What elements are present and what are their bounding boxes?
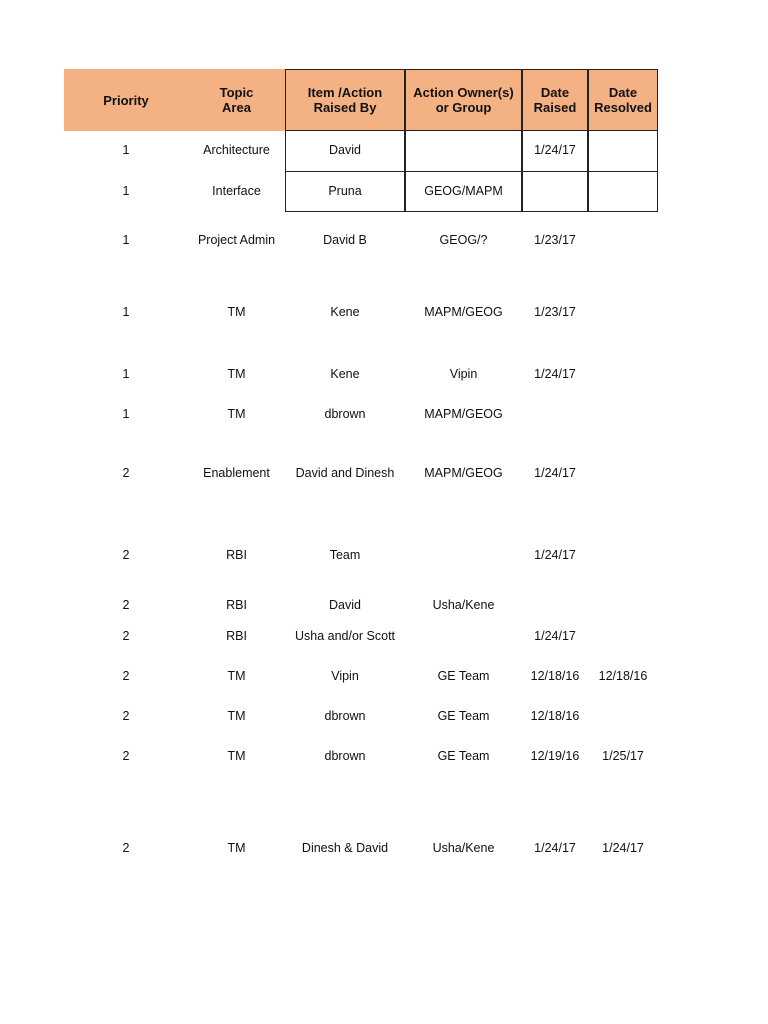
cell-priority: 1	[122, 233, 130, 247]
cell-topic: Architecture	[203, 143, 270, 157]
cell-priority: 2	[122, 709, 130, 723]
cell-topic: TM	[227, 669, 246, 683]
cell-owner	[405, 548, 522, 568]
cell-item: David B	[323, 233, 367, 247]
cell-date-raised: 1/23/17	[534, 233, 576, 247]
table-row	[64, 131, 658, 172]
cell-date-resolved	[588, 233, 658, 253]
table-row	[64, 305, 658, 325]
table-row	[64, 841, 658, 861]
table-row	[64, 749, 658, 769]
cell-date-raised: 12/18/16	[530, 669, 580, 683]
cell-owner: GE Team	[437, 669, 490, 683]
table-row	[64, 407, 658, 427]
cell-owner: MAPM/GEOG	[424, 407, 503, 421]
cell-item: David and Dinesh	[295, 466, 395, 480]
cell-date-resolved	[588, 709, 658, 729]
table-row	[64, 669, 658, 689]
cell-item: Team	[329, 548, 361, 562]
cell-date-resolved	[588, 407, 658, 427]
cell-topic: TM	[227, 305, 246, 319]
cell-owner	[405, 629, 522, 649]
header-item-raised-by: Item /Action Raised By	[285, 69, 405, 131]
cell-date-raised: 1/24/17	[534, 548, 576, 562]
cell-date-raised: 1/23/17	[534, 305, 576, 319]
cell-topic: Interface	[212, 184, 261, 198]
table-row	[64, 598, 658, 618]
cell-topic: RBI	[226, 598, 247, 612]
table-row	[64, 233, 658, 253]
header-action-owner: Action Owner(s) or Group	[405, 69, 522, 131]
cell-date-raised: 12/19/16	[530, 749, 580, 763]
action-items-table	[64, 69, 658, 855]
cell-item: Vipin	[331, 669, 359, 683]
cell-topic: TM	[227, 367, 246, 381]
table-header-row	[64, 69, 658, 131]
cell-owner: GEOG/?	[439, 233, 488, 247]
cell-item: dbrown	[324, 709, 366, 723]
cell-item: Usha and/or Scott	[294, 629, 396, 643]
cell-item: David	[329, 598, 361, 612]
cell-date-resolved	[588, 172, 658, 212]
cell-date-resolved	[588, 548, 658, 568]
cell-date-raised	[522, 172, 588, 212]
cell-date-raised	[522, 407, 588, 427]
cell-date-raised	[522, 598, 588, 618]
cell-date-resolved	[588, 131, 658, 172]
cell-topic: TM	[227, 709, 246, 723]
cell-owner: Usha/Kene	[432, 841, 495, 855]
cell-owner: GE Team	[437, 749, 490, 763]
header-topic-area: Topic Area	[219, 85, 254, 115]
cell-item: Dinesh & David	[301, 841, 389, 855]
cell-date-raised: 1/24/17	[534, 629, 576, 643]
cell-item: Kene	[330, 367, 360, 381]
cell-owner: Vipin	[449, 367, 478, 381]
cell-priority: 2	[122, 669, 130, 683]
cell-owner: GEOG/MAPM	[405, 172, 522, 212]
table-row	[64, 709, 658, 729]
cell-priority: 1	[122, 407, 130, 421]
cell-date-resolved: 1/24/17	[602, 841, 644, 855]
cell-topic: RBI	[226, 629, 247, 643]
cell-item: David	[285, 131, 405, 172]
cell-topic: Enablement	[203, 466, 270, 480]
cell-date-raised: 1/24/17	[534, 466, 576, 480]
cell-owner: MAPM/GEOG	[424, 466, 503, 480]
table-row	[64, 466, 658, 486]
header-date-raised: Date Raised	[522, 69, 588, 131]
table-row	[64, 548, 658, 568]
cell-owner: Usha/Kene	[432, 598, 495, 612]
cell-item: Kene	[330, 305, 360, 319]
header-date-resolved: Date Resolved	[588, 69, 658, 131]
cell-date-raised: 1/24/17	[534, 841, 576, 855]
cell-topic: RBI	[226, 548, 247, 562]
table-row	[64, 629, 658, 649]
cell-date-raised: 1/24/17	[522, 131, 588, 172]
cell-priority: 2	[122, 466, 130, 480]
cell-owner	[405, 131, 522, 172]
cell-date-raised: 1/24/17	[534, 367, 576, 381]
cell-priority: 1	[122, 367, 130, 381]
cell-date-resolved: 1/25/17	[602, 749, 644, 763]
cell-item: dbrown	[324, 407, 366, 421]
cell-item: dbrown	[324, 749, 366, 763]
cell-priority: 2	[122, 749, 130, 763]
cell-topic: TM	[227, 407, 246, 421]
cell-priority: 2	[122, 548, 130, 562]
cell-priority: 1	[122, 305, 130, 319]
cell-topic: TM	[227, 749, 246, 763]
cell-topic: TM	[227, 841, 246, 855]
cell-date-raised: 12/18/16	[530, 709, 580, 723]
cell-topic: Project Admin	[197, 233, 276, 247]
cell-date-resolved	[588, 367, 658, 387]
cell-priority: 2	[122, 598, 130, 612]
cell-date-resolved	[588, 598, 658, 618]
cell-priority: 2	[122, 841, 130, 855]
header-priority: Priority	[103, 92, 149, 108]
cell-owner: MAPM/GEOG	[424, 305, 503, 319]
cell-date-resolved	[588, 305, 658, 325]
cell-priority: 2	[122, 629, 130, 643]
cell-priority: 1	[122, 143, 130, 157]
cell-priority: 1	[122, 184, 130, 198]
cell-date-resolved	[588, 466, 658, 486]
table-row	[64, 367, 658, 387]
cell-date-resolved: 12/18/16	[598, 669, 648, 683]
cell-date-resolved	[588, 629, 658, 649]
cell-item: Pruna	[285, 172, 405, 212]
table-row	[64, 172, 658, 212]
cell-owner: GE Team	[437, 709, 490, 723]
